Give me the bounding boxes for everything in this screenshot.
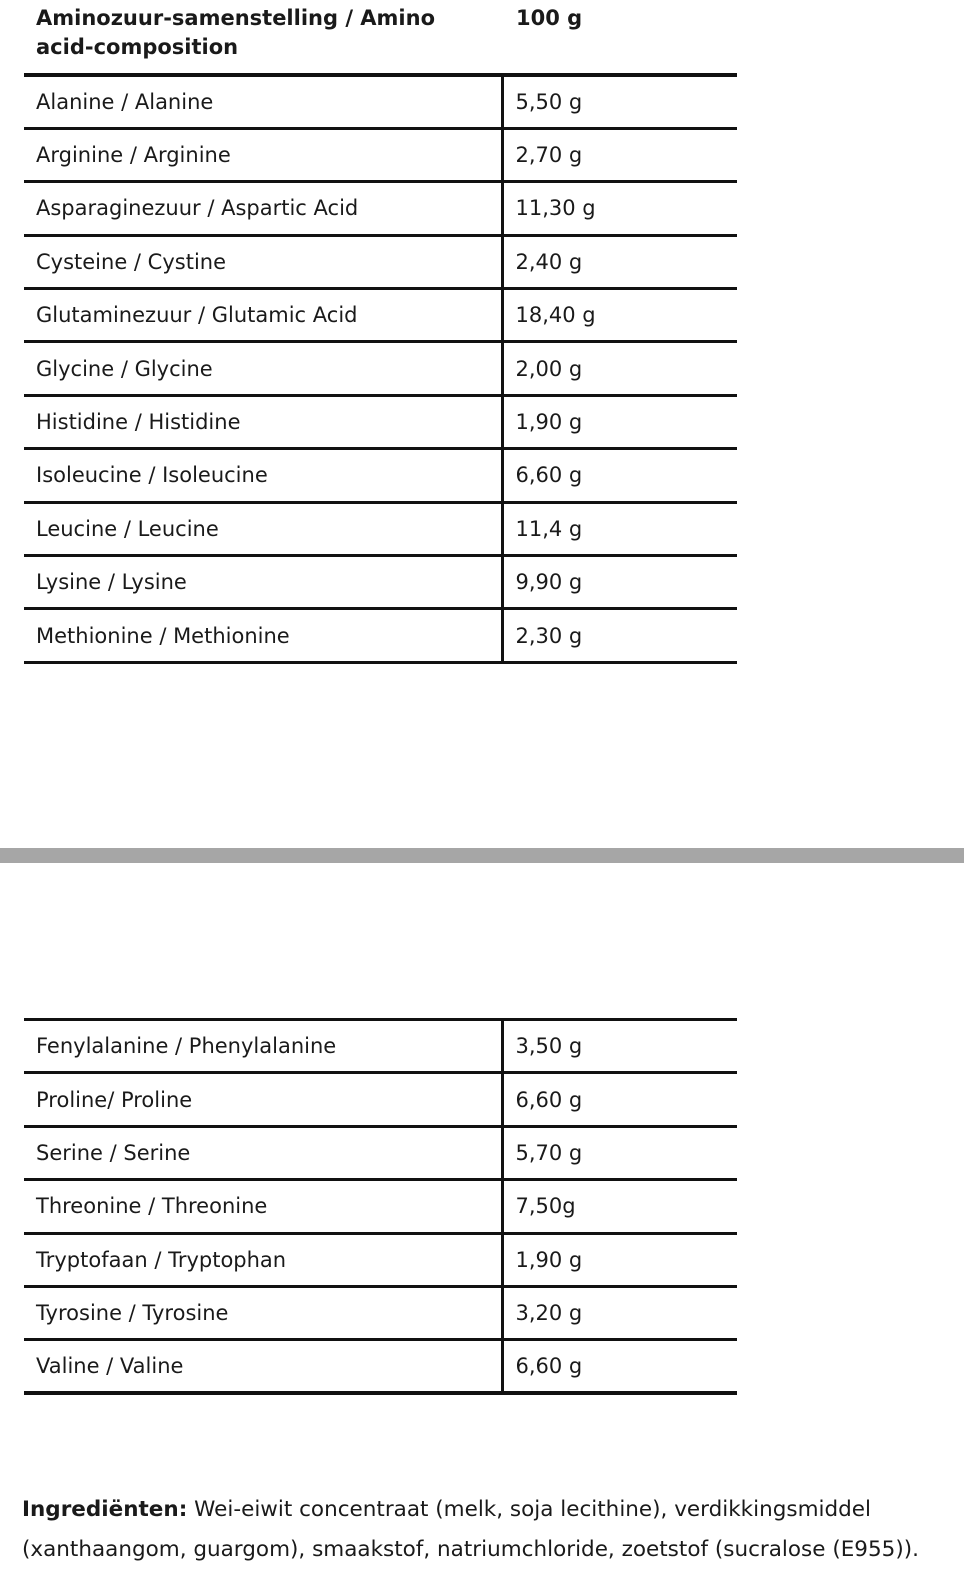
amino-acid-name: Arginine / Arginine: [24, 128, 502, 181]
amino-acid-value: 11,4 g: [502, 502, 737, 555]
table-row: [24, 609, 737, 662]
amino-acid-name: Valine / Valine: [24, 1340, 502, 1393]
amino-acid-name: Serine / Serine: [24, 1126, 502, 1179]
table-row: [24, 235, 737, 288]
amino-acid-value: 1,90 g: [502, 1233, 737, 1286]
table-row: [24, 1126, 737, 1179]
amino-acid-name: Asparaginezuur / Aspartic Acid: [24, 182, 502, 235]
amino-acid-name: Histidine / Histidine: [24, 395, 502, 448]
amino-acid-name: Fenylalanine / Phenylalanine: [24, 1020, 502, 1073]
amino-acid-value: 2,30 g: [502, 609, 737, 662]
amino-acid-value: 6,60 g: [502, 449, 737, 502]
amino-acid-value: 6,60 g: [502, 1340, 737, 1393]
column-header-per-100g: 100 g: [516, 6, 583, 30]
table-row: [24, 289, 737, 342]
table-row: [24, 342, 737, 395]
amino-acid-value: 6,60 g: [502, 1073, 737, 1126]
amino-acid-name: Alanine / Alanine: [24, 75, 502, 128]
amino-acid-name: Methionine / Methionine: [24, 609, 502, 662]
table-row: [24, 1286, 737, 1339]
table-row: [24, 449, 737, 502]
amino-acid-value: 2,70 g: [502, 128, 737, 181]
table-row: [24, 1020, 737, 1073]
ingredients-label: Ingrediënten:: [22, 1496, 188, 1522]
amino-acid-name: Tyrosine / Tyrosine: [24, 1286, 502, 1339]
amino-acid-table-1: [24, 73, 737, 664]
amino-acid-table-2: [24, 1018, 737, 1395]
column-header-amino-acid: Aminozuur-samenstelling / Amino acid-composition: [36, 6, 436, 59]
table-row: [24, 1073, 737, 1126]
amino-acid-value: 18,40 g: [502, 289, 737, 342]
amino-acid-name: Lysine / Lysine: [24, 556, 502, 609]
amino-acid-value: 9,90 g: [502, 556, 737, 609]
table-row: [24, 128, 737, 181]
amino-acid-name: Glycine / Glycine: [24, 342, 502, 395]
amino-acid-name: Proline/ Proline: [24, 1073, 502, 1126]
ingredients-list: Wei-eiwit concentraat (melk, soja lecithine), verdikkingsmiddel (xanthaangom, guargom), smaakstof, natriumchloride, zoetstof (sucralose (E955)).: [22, 1496, 919, 1562]
table-row: [24, 395, 737, 448]
amino-acid-name: Cysteine / Cystine: [24, 235, 502, 288]
amino-acid-value: 3,20 g: [502, 1286, 737, 1339]
amino-acid-value: 11,30 g: [502, 182, 737, 235]
table-row: [24, 556, 737, 609]
amino-acid-value: 5,70 g: [502, 1126, 737, 1179]
table-row: [24, 1233, 737, 1286]
table-row: [24, 182, 737, 235]
amino-acid-value: 5,50 g: [502, 75, 737, 128]
amino-acid-name: Isoleucine / Isoleucine: [24, 449, 502, 502]
amino-acid-name: Leucine / Leucine: [24, 502, 502, 555]
amino-acid-value: 1,90 g: [502, 395, 737, 448]
amino-acid-value: 2,00 g: [502, 342, 737, 395]
amino-acid-value: 2,40 g: [502, 235, 737, 288]
amino-acid-value: 3,50 g: [502, 1020, 737, 1073]
amino-acid-value: 7,50g: [502, 1180, 737, 1233]
table-row: [24, 1340, 737, 1393]
amino-acid-name: Threonine / Threonine: [24, 1180, 502, 1233]
table-row: [24, 75, 737, 128]
amino-acid-name: Tryptofaan / Tryptophan: [24, 1233, 502, 1286]
amino-acid-name: Glutaminezuur / Glutamic Acid: [24, 289, 502, 342]
ingredients-text: [22, 1490, 952, 1570]
section-divider: [0, 848, 964, 863]
table-row: [24, 502, 737, 555]
table-row: [24, 1180, 737, 1233]
